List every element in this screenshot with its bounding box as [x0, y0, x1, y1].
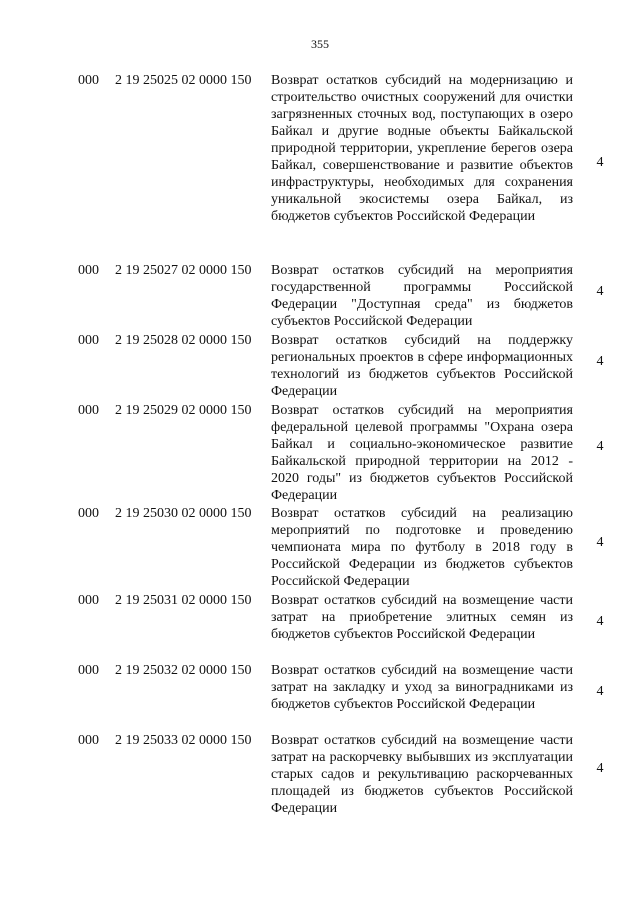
row-description: Возврат остатков субсидий на мероприятия федеральной целевой программы "Охрана озера Байкал и социально-экономическое развитие Байкальской природной территории на 2012 - 2020 годы" из бюджетов субъектов Российской Федерации	[271, 403, 573, 503]
admin-code: 000	[78, 506, 99, 521]
admin-code: 000	[78, 403, 99, 418]
admin-code: 000	[78, 663, 99, 678]
row-description: Возврат остатков субсидий на возмещение части затрат на приобретение элитных семян из бюджетов субъектов Российской Федерации	[271, 593, 573, 642]
budget-code: 2 19 25033 02 0000 150	[115, 733, 252, 748]
table-row	[0, 662, 640, 732]
budget-code: 2 19 25029 02 0000 150	[115, 403, 252, 418]
row-value: 4	[596, 761, 604, 776]
row-description: Возврат остатков субсидий на реализацию мероприятий по подготовке и проведению чемпионата мира по футболу в 2018 году в Российской Федерации из бюджетов субъектов Российской Федерации	[271, 506, 573, 589]
table-row	[0, 592, 640, 662]
budget-code: 2 19 25028 02 0000 150	[115, 333, 252, 348]
row-value: 4	[596, 614, 604, 629]
table-row	[0, 262, 640, 332]
table-row	[0, 732, 640, 822]
budget-code: 2 19 25027 02 0000 150	[115, 263, 252, 278]
page-number: 355	[311, 37, 329, 51]
table-row	[0, 72, 640, 262]
row-value: 4	[596, 684, 604, 699]
table-row	[0, 505, 640, 592]
budget-code: 2 19 25030 02 0000 150	[115, 506, 252, 521]
table-row	[0, 402, 640, 505]
admin-code: 000	[78, 593, 99, 608]
admin-code: 000	[78, 333, 99, 348]
budget-code-table	[0, 72, 640, 822]
row-description: Возврат остатков субсидий на возмещение части затрат на раскорчевку выбывших из эксплуатации старых садов и рекультивацию раскорчеванных площадей из бюджетов субъектов Российской Федерации	[271, 733, 573, 816]
row-value: 4	[596, 155, 604, 170]
row-description: Возврат остатков субсидий на мероприятия государственной программы Российской Федерации "Доступная среда" из бюджетов субъектов Российской Федерации	[271, 263, 573, 329]
row-value: 4	[596, 284, 604, 299]
budget-code: 2 19 25031 02 0000 150	[115, 593, 252, 608]
row-value: 4	[596, 535, 604, 550]
admin-code: 000	[78, 263, 99, 278]
admin-code: 000	[78, 73, 99, 88]
row-description: Возврат остатков субсидий на возмещение части затрат на закладку и уход за виноградниками из бюджетов субъектов Российской Федерации	[271, 663, 573, 712]
row-value: 4	[596, 354, 604, 369]
row-description: Возврат остатков субсидий на поддержку региональных проектов в сфере информационных технологий из бюджетов субъектов Российской Федерации	[271, 333, 573, 399]
row-value: 4	[596, 439, 604, 454]
row-description: Возврат остатков субсидий на модернизацию и строительство очистных сооружений для очистки загрязненных сточных вод, поступающих в озеро Байкал и другие водные объекты Байкальской природной территории, укрепление берегов озера Байкал, совершенствование и развитие объектов инфраструктуры, необходимых для сохранения уникальной экосистемы озера Байкал, из бюджетов субъектов Российской Федерации	[271, 73, 573, 224]
admin-code: 000	[78, 733, 99, 748]
budget-code: 2 19 25025 02 0000 150	[115, 73, 252, 88]
table-row	[0, 332, 640, 402]
budget-code: 2 19 25032 02 0000 150	[115, 663, 252, 678]
